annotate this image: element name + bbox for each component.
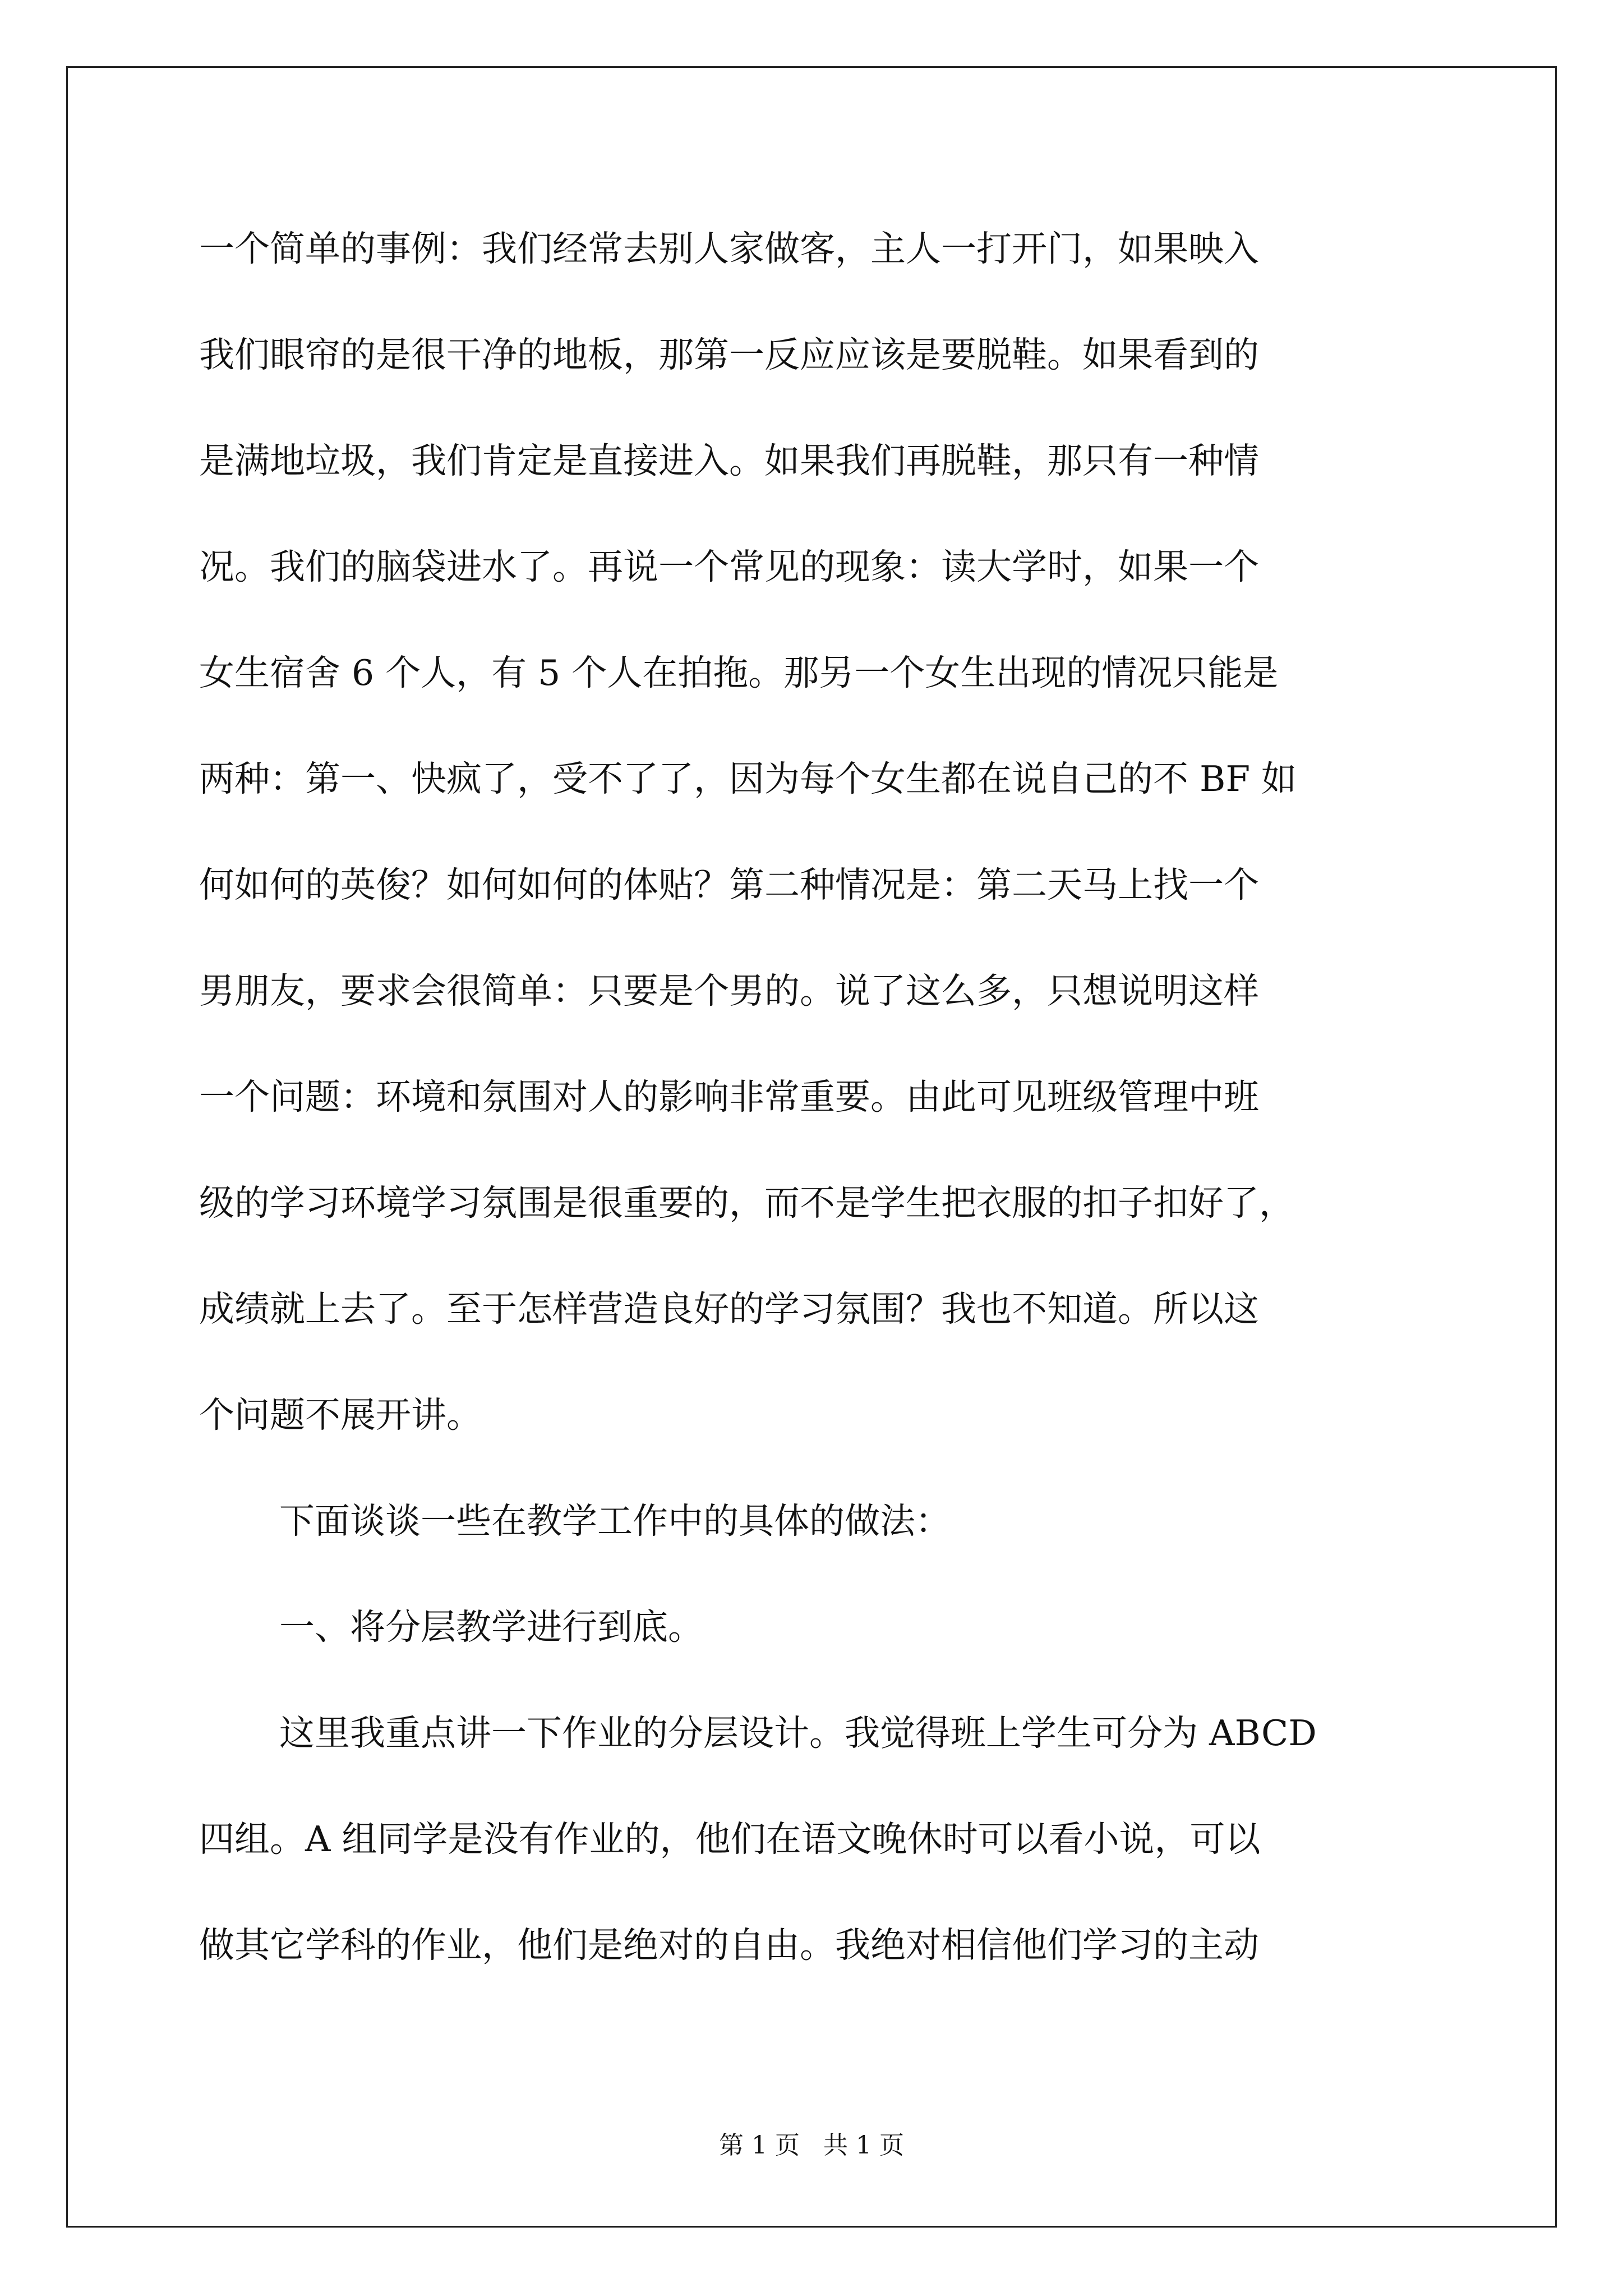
paragraph-line: 四组。A 组同学是没有作业的，他们在语文晚休时可以看小说，可以 [199,1819,1261,1860]
page-number-footer: 第 1 页 共 1 页 [719,2131,904,2160]
paragraph-line: 个问题不展开讲。 [199,1395,482,1435]
paragraph-line: 我们眼帘的是很干净的地板，那第一反应应该是要脱鞋。如果看到的 [199,334,1259,375]
paragraph-line: 何如何的英俊？如何如何的体贴？第二种情况是：第二天马上找一个 [199,864,1259,905]
paragraph-line: 做其它学科的作业，他们是绝对的自由。我绝对相信他们学习的主动 [199,1925,1259,1966]
paragraph-line: 两种：第一、快疯了，受不了了，因为每个女生都在说自己的不 BF 如 [199,758,1297,799]
paragraph-line: 况。我们的脑袋进水了。再说一个常见的现象：读大学时，如果一个 [199,546,1259,587]
paragraph-line: 下面谈谈一些在教学工作中的具体的做法： [279,1501,951,1542]
paragraph-line: 一个简单的事例：我们经常去别人家做客，主人一打开门，如果映入 [199,228,1259,269]
paragraph-line: 一个问题：环境和氛围对人的影响非常重要。由此可见班级管理中班 [199,1076,1259,1117]
section-heading: 一、将分层教学进行到底。 [279,1607,703,1648]
paragraph-line: 成绩就上去了。至于怎样营造良好的学习氛围？我也不知道。所以这 [199,1289,1259,1329]
page-border [66,66,1557,2228]
paragraph-line: 女生宿舍 6 个人，有 5 个人在拍拖。那另一个女生出现的情况只能是 [199,652,1279,693]
paragraph-line: 男朋友，要求会很简单：只要是个男的。说了这么多，只想说明这样 [199,970,1259,1011]
paragraph-line: 是满地垃圾，我们肯定是直接进入。如果我们再脱鞋，那只有一种情 [199,440,1259,481]
paragraph-line: 级的学习环境学习氛围是很重要的，而不是学生把衣服的扣子扣好了， [199,1182,1294,1223]
paragraph-line: 这里我重点讲一下作业的分层设计。我觉得班上学生可分为 ABCD [279,1713,1317,1754]
